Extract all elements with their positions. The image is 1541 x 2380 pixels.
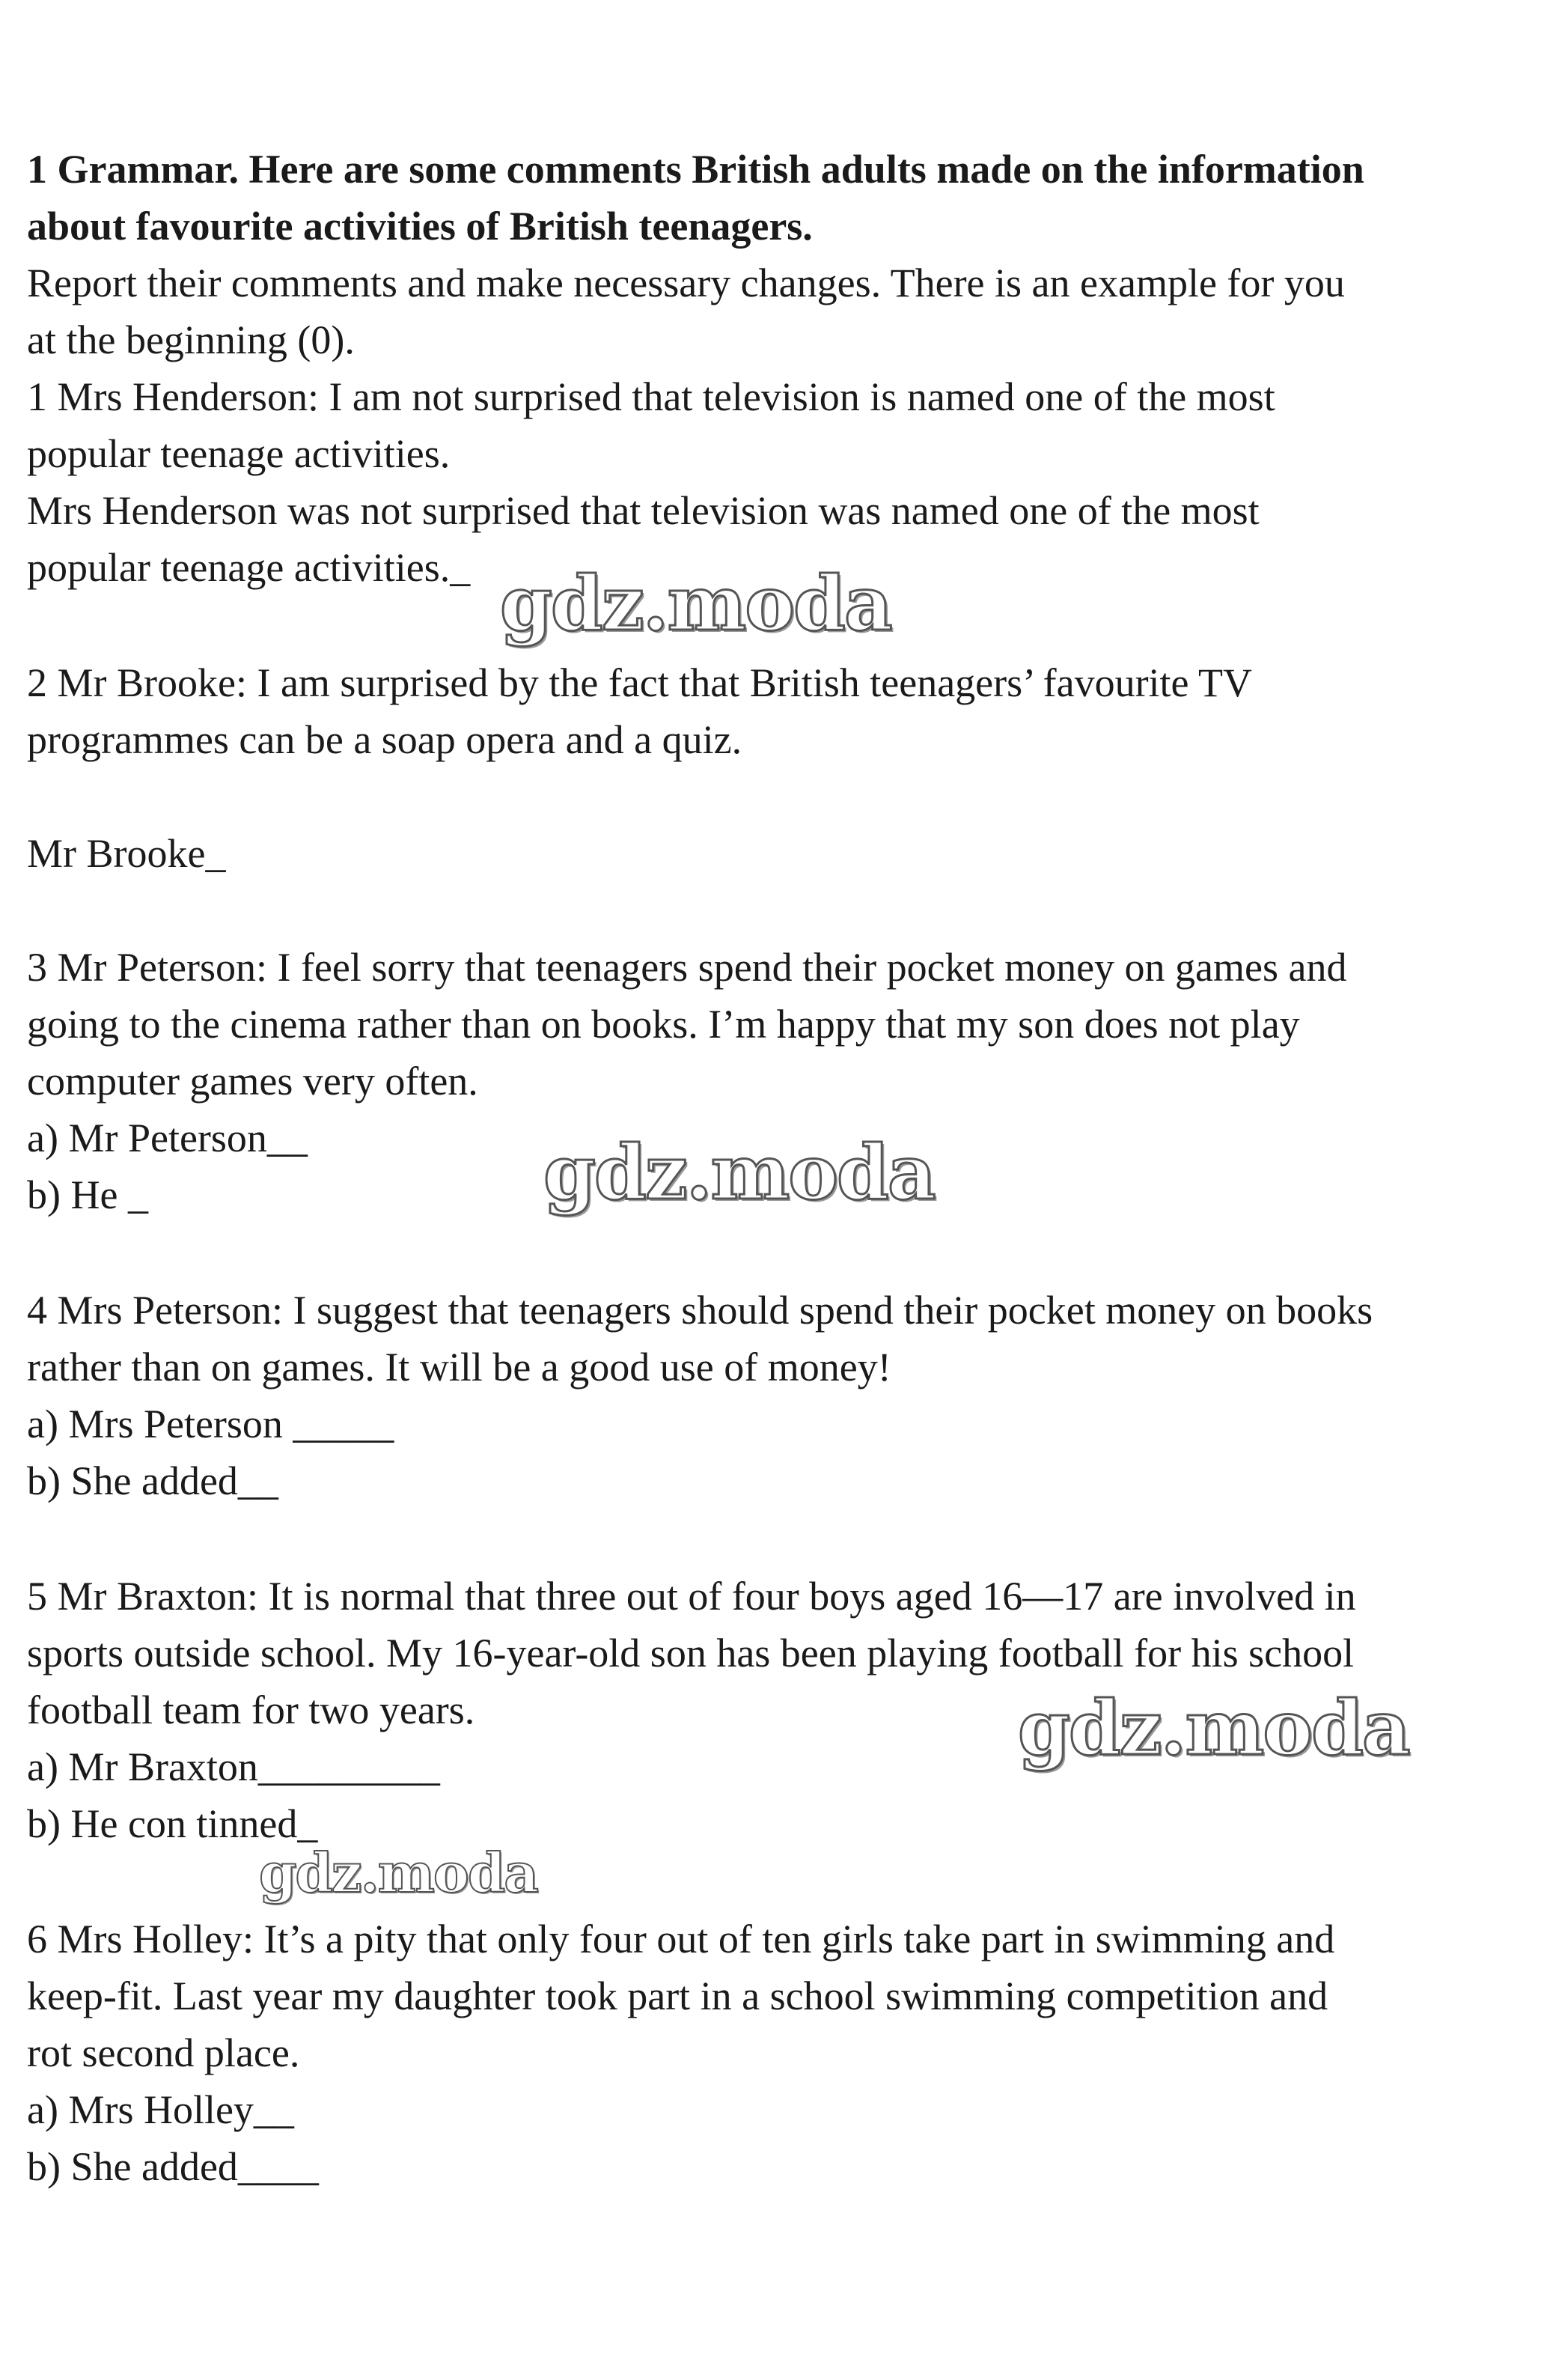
item-5-statement-cont-2: football team for two years. <box>27 1687 475 1732</box>
task-heading-line-1: 1 Grammar. Here are some comments British adults made on the information <box>27 147 1364 192</box>
item-4-statement-cont: rather than on games. It will be a good use of money! <box>27 1345 891 1390</box>
watermark-logo-2: gdz.moda <box>543 1128 935 1217</box>
item-6-statement: 6 Mrs Holley: It’s a pity that only four out of ten girls take part in swimming and <box>27 1917 1335 1961</box>
watermark-logo-4: gdz.moda <box>259 1841 537 1905</box>
watermark-logo-1: gdz.moda <box>500 559 891 648</box>
item-5-statement: 5 Mr Braxton: It is normal that three out of four boys aged 16—17 are involved in <box>27 1574 1356 1619</box>
item-5-statement-cont-1: sports outside school. My 16-year-old son has been playing football for his school <box>27 1631 1355 1676</box>
item-6-answer-b: b) She added____ <box>27 2144 319 2189</box>
item-1-statement: 1 Mrs Henderson: I am not surprised that television is named one of the most <box>27 374 1275 419</box>
item-3-answer-a: a) Mr Peterson__ <box>27 1116 308 1160</box>
item-1-example-answer-cont: popular teenage activities._ <box>27 545 471 590</box>
item-3-statement: 3 Mr Peterson: I feel sorry that teenagers spend their pocket money on games and <box>27 945 1347 990</box>
item-2-statement-cont: programmes can be a soap opera and a quiz. <box>27 717 742 762</box>
item-6-statement-cont-2: rot second place. <box>27 2030 300 2075</box>
item-4-statement: 4 Mrs Peterson: I suggest that teenagers should spend their pocket money on books <box>27 1288 1373 1333</box>
item-5-answer-b: b) He con tinned_ <box>27 1801 318 1846</box>
item-2-statement: 2 Mr Brooke: I am surprised by the fact that British teenagers’ favourite TV <box>27 660 1253 705</box>
task-instructions-line-2: at the beginning (0). <box>27 317 355 362</box>
item-5-answer-a: a) Mr Braxton_________ <box>27 1744 440 1789</box>
watermark-logo-3: gdz.moda <box>1018 1684 1409 1772</box>
item-1-statement-cont: popular teenage activities. <box>27 431 451 476</box>
item-4-answer-b: b) She added__ <box>27 1458 278 1503</box>
item-3-answer-b: b) He _ <box>27 1172 148 1217</box>
task-heading-line-2: about favourite activities of British teenagers. <box>27 204 813 249</box>
item-2-answer-blank: Mr Brooke_ <box>27 831 226 876</box>
item-3-statement-cont-2: computer games very often. <box>27 1059 478 1104</box>
item-4-answer-a: a) Mrs Peterson _____ <box>27 1401 394 1446</box>
item-3-statement-cont-1: going to the cinema rather than on books. I’m happy that my son does not play <box>27 1002 1300 1047</box>
item-6-answer-a: a) Mrs Holley__ <box>27 2087 294 2132</box>
item-6-statement-cont-1: keep-fit. Last year my daughter took part in a school swimming competition and <box>27 1973 1328 2018</box>
task-instructions-line-1: Report their comments and make necessary changes. There is an example for you <box>27 261 1345 305</box>
item-1-example-answer: Mrs Henderson was not surprised that television was named one of the most <box>27 488 1260 533</box>
